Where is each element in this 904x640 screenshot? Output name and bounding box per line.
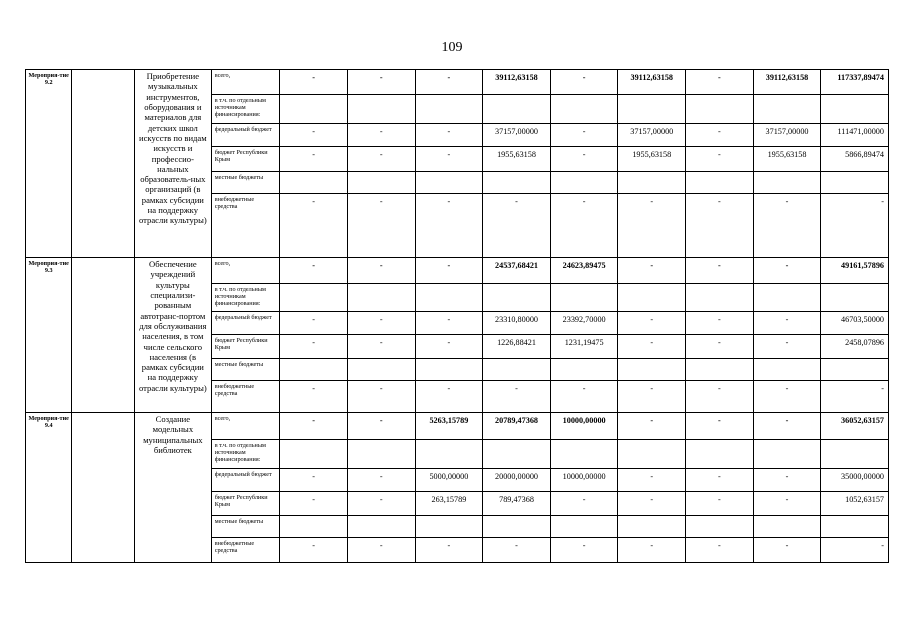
amount-cell: - [618, 312, 686, 335]
amount-cell [618, 284, 686, 312]
funding-source-label: внебюджетные средства [211, 194, 280, 258]
amount-cell: - [550, 381, 618, 413]
amount-cell: - [347, 492, 415, 516]
amount-cell: - [753, 258, 821, 284]
funding-source-label: бюджет Республики Крым [211, 492, 280, 516]
empty-column-cell [72, 413, 135, 563]
amount-cell: 2458,07896 [821, 335, 889, 359]
funding-source-label: всего, [211, 413, 280, 440]
amount-cell: 111471,00000 [821, 124, 889, 147]
amount-cell: - [483, 194, 551, 258]
amount-cell: - [347, 335, 415, 359]
amount-cell: - [347, 469, 415, 492]
amount-cell: - [347, 312, 415, 335]
amount-cell: - [618, 413, 686, 440]
funding-source-label: местные бюджеты [211, 516, 280, 538]
amount-cell: - [280, 538, 348, 563]
amount-cell: 789,47368 [483, 492, 551, 516]
amount-cell: - [618, 469, 686, 492]
amount-cell: 5000,00000 [415, 469, 483, 492]
empty-column-cell [72, 258, 135, 413]
measure-name: Создание модельных муниципальных библиотек [135, 413, 212, 563]
amount-cell: - [821, 194, 889, 258]
amount-cell [550, 284, 618, 312]
amount-cell: - [753, 194, 821, 258]
funding-source-label: внебюджетные средства [211, 381, 280, 413]
amount-cell: - [753, 469, 821, 492]
amount-cell [415, 359, 483, 381]
amount-cell: - [618, 381, 686, 413]
amount-cell [483, 359, 551, 381]
amount-cell [280, 284, 348, 312]
amount-cell: - [415, 147, 483, 172]
amount-cell: 49161,57896 [821, 258, 889, 284]
amount-cell: - [280, 381, 348, 413]
amount-cell [483, 172, 551, 194]
amount-cell: - [280, 469, 348, 492]
funding-source-label: местные бюджеты [211, 359, 280, 381]
empty-column-cell [72, 70, 135, 258]
amount-cell [753, 359, 821, 381]
amount-cell [821, 95, 889, 124]
amount-cell: 39112,63158 [483, 70, 551, 95]
measure-name: Приобретение музыкальных инструментов, оборудования и материалов для детских школ искусств по видам искусств и профессио-нальных образователь-ных организаций (в рамках субсидии на поддержку отрасли культуры) [135, 70, 212, 258]
table-row [26, 413, 889, 440]
amount-cell: - [415, 70, 483, 95]
amount-cell [280, 95, 348, 124]
amount-cell: - [550, 124, 618, 147]
amount-cell [618, 440, 686, 469]
amount-cell: - [415, 258, 483, 284]
amount-cell: - [347, 381, 415, 413]
amount-cell: 1052,63157 [821, 492, 889, 516]
measure-name: Обеспечение учреждений культуры специализи-рованным автотранс-портом для обслуживания населения, в том числе сельского населения (в рамках субсидии на поддержку отрасли культуры) [135, 258, 212, 413]
amount-cell [821, 440, 889, 469]
amount-cell: 24537,68421 [483, 258, 551, 284]
amount-cell [821, 172, 889, 194]
funding-source-label: в т.ч. по отдельным источникам финансирования: [211, 440, 280, 469]
amount-cell: 39112,63158 [618, 70, 686, 95]
amount-cell: - [280, 312, 348, 335]
amount-cell [280, 172, 348, 194]
amount-cell [280, 359, 348, 381]
amount-cell [415, 284, 483, 312]
amount-cell [415, 440, 483, 469]
amount-cell: - [280, 147, 348, 172]
amount-cell [753, 172, 821, 194]
amount-cell: 46703,50000 [821, 312, 889, 335]
amount-cell: - [686, 194, 754, 258]
amount-cell: - [618, 492, 686, 516]
amount-cell: 1955,63158 [483, 147, 551, 172]
amount-cell: 37157,00000 [483, 124, 551, 147]
amount-cell: - [686, 335, 754, 359]
amount-cell: - [347, 258, 415, 284]
funding-source-label: всего, [211, 70, 280, 95]
page-number: 109 [441, 40, 463, 55]
amount-cell [347, 516, 415, 538]
amount-cell: - [821, 381, 889, 413]
amount-cell [347, 440, 415, 469]
amount-cell: - [618, 258, 686, 284]
amount-cell [550, 95, 618, 124]
funding-source-label: внебюджетные средства [211, 538, 280, 563]
funding-source-label: в т.ч. по отдельным источникам финансирования: [211, 95, 280, 124]
amount-cell [821, 359, 889, 381]
amount-cell: - [550, 147, 618, 172]
amount-cell [686, 359, 754, 381]
amount-cell: 1226,88421 [483, 335, 551, 359]
amount-cell: 23392,70000 [550, 312, 618, 335]
amount-cell [550, 359, 618, 381]
amount-cell: - [686, 70, 754, 95]
amount-cell: - [686, 381, 754, 413]
budget-table [25, 69, 889, 563]
amount-cell: - [753, 335, 821, 359]
amount-cell [821, 284, 889, 312]
amount-cell: 36052,63157 [821, 413, 889, 440]
amount-cell: - [686, 312, 754, 335]
amount-cell [280, 516, 348, 538]
amount-cell: - [280, 70, 348, 95]
amount-cell: - [550, 538, 618, 563]
amount-cell: - [280, 492, 348, 516]
amount-cell: 20000,00000 [483, 469, 551, 492]
amount-cell: 37157,00000 [618, 124, 686, 147]
amount-cell: 1231,19475 [550, 335, 618, 359]
amount-cell: - [415, 335, 483, 359]
amount-cell: - [415, 538, 483, 563]
amount-cell: - [618, 335, 686, 359]
amount-cell [686, 284, 754, 312]
funding-source-label: местные бюджеты [211, 172, 280, 194]
amount-cell [415, 95, 483, 124]
funding-source-label: федеральный бюджет [211, 312, 280, 335]
amount-cell: - [347, 538, 415, 563]
amount-cell [415, 516, 483, 538]
amount-cell: - [280, 258, 348, 284]
amount-cell: - [686, 147, 754, 172]
amount-cell: 23310,80000 [483, 312, 551, 335]
amount-cell: - [347, 413, 415, 440]
amount-cell [280, 440, 348, 469]
funding-source-label: в т.ч. по отдельным источникам финансирования: [211, 284, 280, 312]
amount-cell: - [415, 124, 483, 147]
funding-source-label: бюджет Республики Крым [211, 147, 280, 172]
funding-source-label: федеральный бюджет [211, 124, 280, 147]
amount-cell [483, 95, 551, 124]
amount-cell: 24623,89475 [550, 258, 618, 284]
amount-cell [550, 440, 618, 469]
amount-cell: - [415, 381, 483, 413]
amount-cell: - [280, 413, 348, 440]
funding-source-label: всего, [211, 258, 280, 284]
amount-cell [753, 516, 821, 538]
amount-cell: - [686, 469, 754, 492]
amount-cell: - [753, 538, 821, 563]
amount-cell [753, 284, 821, 312]
amount-cell [483, 284, 551, 312]
amount-cell: - [753, 492, 821, 516]
amount-cell: - [347, 70, 415, 95]
measure-code: Мероприя-тие 9.4 [26, 413, 72, 563]
amount-cell [483, 516, 551, 538]
amount-cell [686, 440, 754, 469]
amount-cell: - [753, 413, 821, 440]
amount-cell: - [753, 312, 821, 335]
amount-cell: 263,15789 [415, 492, 483, 516]
amount-cell: - [347, 124, 415, 147]
amount-cell: - [550, 492, 618, 516]
amount-cell [347, 359, 415, 381]
amount-cell: - [483, 381, 551, 413]
amount-cell [347, 172, 415, 194]
amount-cell: - [280, 194, 348, 258]
amount-cell: 35000,00000 [821, 469, 889, 492]
amount-cell [686, 172, 754, 194]
funding-source-label: бюджет Республики Крым [211, 335, 280, 359]
amount-cell: 5263,15789 [415, 413, 483, 440]
amount-cell: - [686, 413, 754, 440]
amount-cell: 117337,89474 [821, 70, 889, 95]
amount-cell: - [550, 70, 618, 95]
amount-cell: - [415, 194, 483, 258]
measure-code: Мероприя-тие 9.3 [26, 258, 72, 413]
amount-cell: - [686, 538, 754, 563]
amount-cell [618, 359, 686, 381]
amount-cell: - [415, 312, 483, 335]
amount-cell: - [280, 335, 348, 359]
amount-cell [618, 95, 686, 124]
amount-cell: - [483, 538, 551, 563]
amount-cell [753, 95, 821, 124]
table-row [26, 70, 889, 95]
amount-cell: - [618, 194, 686, 258]
amount-cell [686, 95, 754, 124]
amount-cell: - [821, 538, 889, 563]
amount-cell: 20789,47368 [483, 413, 551, 440]
amount-cell [618, 516, 686, 538]
amount-cell: 10000,00000 [550, 413, 618, 440]
amount-cell: 37157,00000 [753, 124, 821, 147]
amount-cell [550, 516, 618, 538]
amount-cell: - [550, 194, 618, 258]
amount-cell: - [618, 538, 686, 563]
amount-cell: - [347, 147, 415, 172]
amount-cell [550, 172, 618, 194]
amount-cell [347, 284, 415, 312]
amount-cell: - [686, 258, 754, 284]
amount-cell [618, 172, 686, 194]
amount-cell [821, 516, 889, 538]
amount-cell [686, 516, 754, 538]
amount-cell [415, 172, 483, 194]
amount-cell: - [753, 381, 821, 413]
funding-source-label: федеральный бюджет [211, 469, 280, 492]
amount-cell: 5866,89474 [821, 147, 889, 172]
amount-cell: 10000,00000 [550, 469, 618, 492]
amount-cell: - [686, 492, 754, 516]
amount-cell [753, 440, 821, 469]
measure-code: Мероприя-тие 9.2 [26, 70, 72, 258]
amount-cell: 39112,63158 [753, 70, 821, 95]
amount-cell [483, 440, 551, 469]
amount-cell: - [347, 194, 415, 258]
amount-cell: - [686, 124, 754, 147]
table-row [26, 258, 889, 284]
amount-cell [347, 95, 415, 124]
amount-cell: - [280, 124, 348, 147]
amount-cell: 1955,63158 [753, 147, 821, 172]
amount-cell: 1955,63158 [618, 147, 686, 172]
